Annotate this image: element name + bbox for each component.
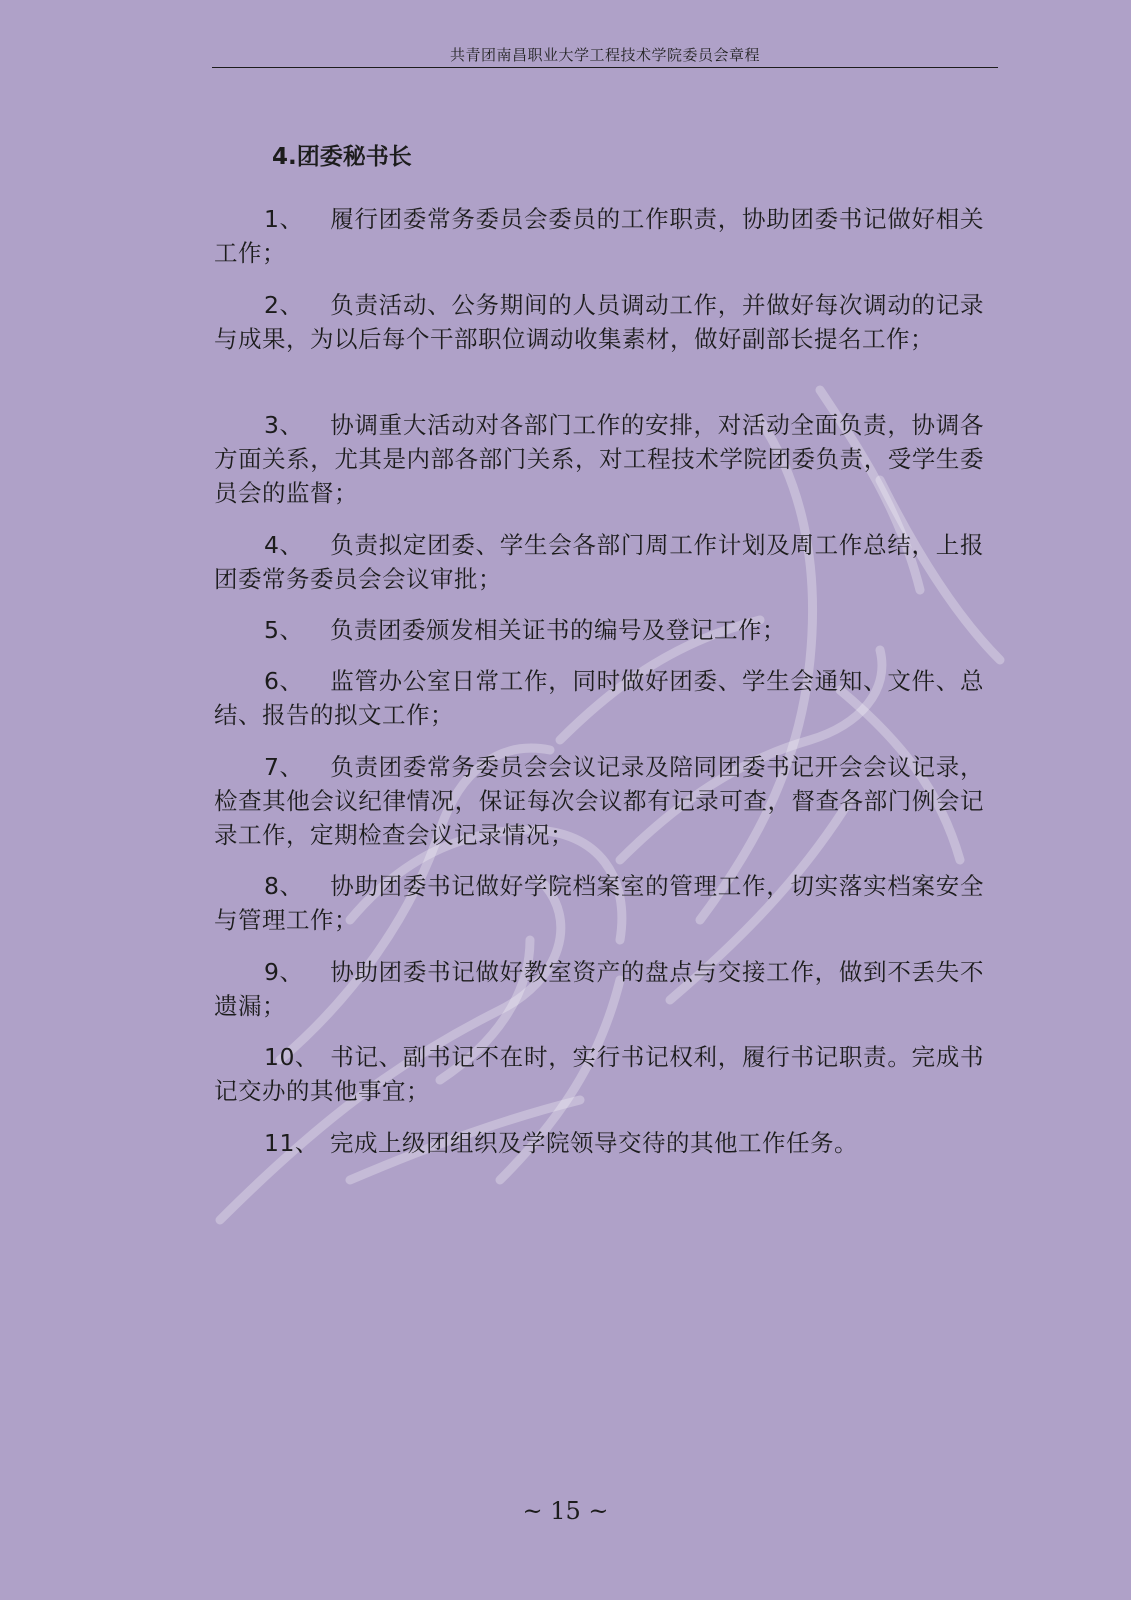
list-item	[214, 1040, 984, 1108]
item-text: 监管办公室日常工作，同时做好团委、学生会通知、文件、总结、报告的拟文工作；	[214, 667, 984, 729]
item-number: 3、	[264, 411, 304, 439]
list-item	[214, 1126, 984, 1160]
item-text: 书记、副书记不在时，实行书记权利，履行书记职责。完成书记交办的其他事宜；	[214, 1043, 984, 1105]
item-number: 11、	[264, 1129, 319, 1157]
header-rule	[212, 67, 998, 68]
list-item	[214, 528, 984, 596]
item-text: 履行团委常务委员会委员的工作职责，协助团委书记做好相关工作；	[214, 205, 984, 267]
item-text: 协助团委书记做好学院档案室的管理工作，切实落实档案安全与管理工作；	[214, 872, 984, 934]
item-text: 协助团委书记做好教室资产的盘点与交接工作，做到不丢失不遗漏；	[214, 958, 984, 1020]
page-number: ~ 15 ~	[522, 1497, 609, 1525]
item-number: 7、	[264, 753, 304, 781]
list-item	[214, 750, 984, 852]
list-item	[214, 408, 984, 510]
item-text: 负责拟定团委、学生会各部门周工作计划及周工作总结，上报团委常务委员会会议审批；	[214, 531, 984, 593]
list-item	[214, 664, 984, 732]
item-text: 负责活动、公务期间的人员调动工作，并做好每次调动的记录与成果，为以后每个干部职位调动收集素材，做好副部长提名工作；	[214, 291, 984, 353]
item-number: 2、	[264, 291, 304, 319]
list-item	[214, 955, 984, 1023]
list-item	[214, 202, 984, 270]
list-item	[214, 869, 984, 937]
item-text: 完成上级团组织及学院领导交待的其他工作任务。	[330, 1129, 858, 1157]
item-text: 负责团委常务委员会会议记录及陪同团委书记开会会议记录，检查其他会议纪律情况，保证每次会议都有记录可查，督查各部门例会记录工作，定期检查会议记录情况；	[214, 753, 984, 849]
item-text: 协调重大活动对各部门工作的安排，对活动全面负责，协调各方面关系，尤其是内部各部门关系，对工程技术学院团委负责，受学生委员会的监督；	[214, 411, 984, 507]
item-text: 负责团委颁发相关证书的编号及登记工作；	[330, 616, 786, 644]
list-item	[214, 288, 984, 356]
item-number: 5、	[264, 616, 304, 644]
item-number: 8、	[264, 872, 304, 900]
item-number: 4、	[264, 531, 304, 559]
running-header: 共青团南昌职业大学工程技术学院委员会章程	[449, 46, 760, 64]
item-number: 6、	[264, 667, 304, 695]
item-number: 10、	[264, 1043, 319, 1071]
section-heading: 4.团委秘书长	[272, 144, 412, 170]
item-number: 9、	[264, 958, 304, 986]
list-item	[214, 613, 984, 647]
item-number: 1、	[264, 205, 304, 233]
